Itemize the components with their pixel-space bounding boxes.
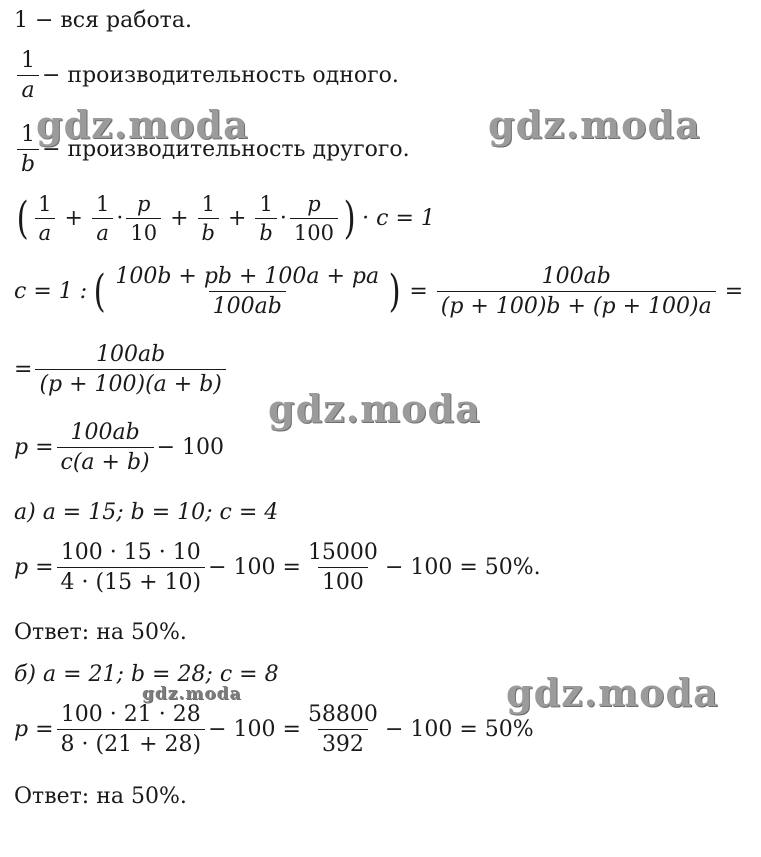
watermark: gdz.moda (268, 386, 481, 431)
case-b-values: б) a = 21; b = 28; c = 8 (14, 662, 279, 687)
equation-case-a: p = $\frac{100 \cdot 15 \cdot 10}{4 \cdot (15 + 10)}$ − 100 = $\frac{15000}{100}$ − 100 = 50%. (14, 540, 541, 596)
watermark: gdz.moda (36, 102, 249, 147)
equation-1: ( $\frac{1}{a}$ + $\frac{1}{a}$ · $\frac{p}{10}$ + $\frac{1}{b}$ + $\frac{1}{b}$ · $\frac{p}{100}$ ) · c = 1 (16, 192, 435, 246)
work-definition (14, 8, 192, 33)
work-definition-text: 1 − вся работа. (14, 8, 192, 33)
fraction-1-over-b: $\frac{1}{b}$ (17, 122, 39, 178)
watermark: gdz.moda (506, 670, 719, 715)
watermark: gdz.moda (488, 102, 701, 147)
equation-3: = $\frac{100ab}{(p + 100)(a + b)}$ (14, 342, 229, 398)
answer-b: Ответ: на 50%. (14, 784, 187, 809)
equation-4: p = $\frac{100ab}{c(a + b)}$ − 100 (14, 420, 225, 476)
equation-2: c = 1 : ( $\frac{100b + pb + 100a + pa}{100ab}$ ) = $\frac{100ab}{(p + 100)b + (p + 100)a}$ = (14, 264, 744, 320)
fraction-1-over-a: $\frac{1}{a}$ (17, 48, 39, 104)
answer-a: Ответ: на 50%. (14, 620, 187, 645)
rate-one-text: − производительность одного. (42, 63, 399, 89)
rate-two-text: − производительность другого. (42, 137, 410, 163)
rate-one-line (14, 48, 399, 104)
watermark: gdz.moda (142, 684, 242, 704)
equation-case-b: p = $\frac{100 \cdot 21 \cdot 28}{8 \cdot (21 + 28)}$ − 100 = $\frac{58800}{392}$ − 100 = 50% (14, 702, 534, 758)
case-a-values: а) a = 15; b = 10; c = 4 (14, 500, 279, 525)
